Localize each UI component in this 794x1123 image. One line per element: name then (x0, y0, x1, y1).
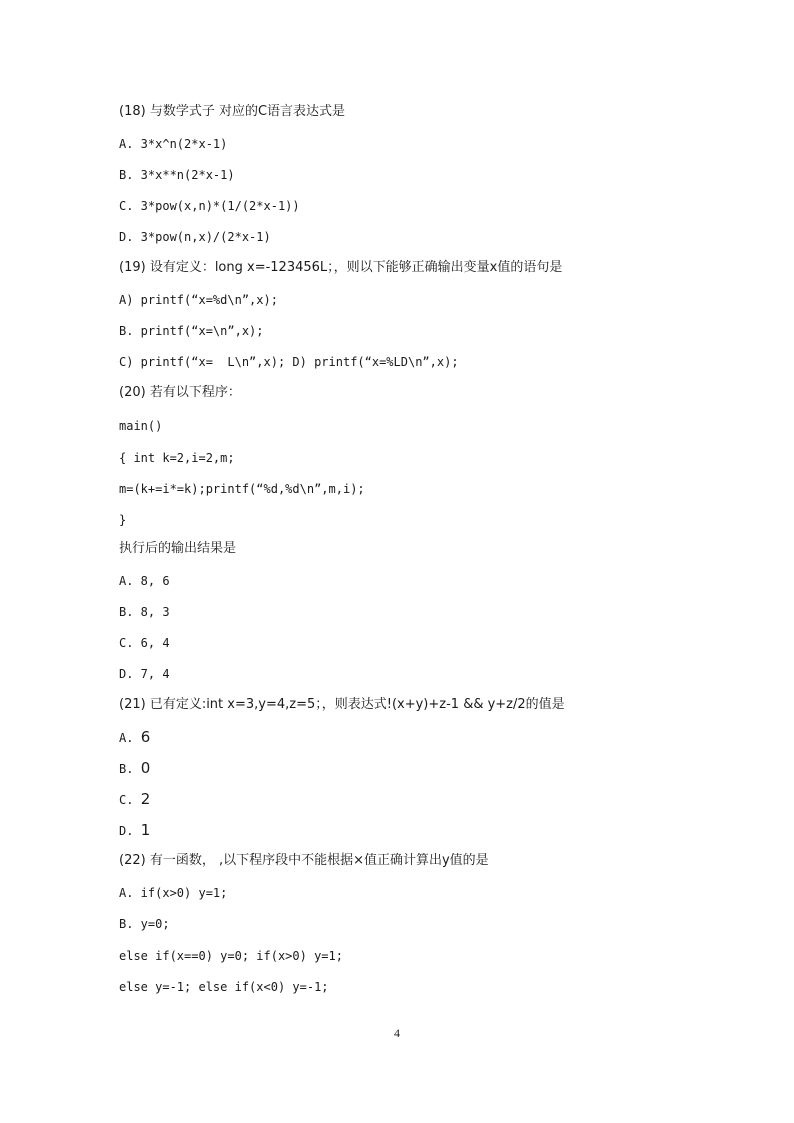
option-value: 1 (140, 821, 151, 839)
q19-option-b: B. printf(“x=\n”,x); (119, 324, 264, 338)
q20-code-line-3: m=(k+=i*=k);printf(“%d,%d\n”,m,i); (119, 482, 365, 496)
q19-stem: (19) 设有定义：long x=-123456L；，则以下能够正确输出变量x值的语句是 (119, 260, 563, 275)
q18-stem: (18) 与数学式子 对应的C语言表达式是 (119, 104, 346, 119)
option-letter: A. (119, 731, 141, 745)
q20-code-line-2: { int k=2,i=2,m; (119, 451, 235, 465)
q20-option-d: D. 7, 4 (119, 667, 170, 681)
q22-code-line-3: else if(x==0) y=0; if(x>0) y=1; (119, 949, 343, 963)
option-letter: C. (119, 793, 141, 807)
q20-code-line-4: } (119, 513, 127, 527)
q18-option-b: B. 3*x**n(2*x-1) (119, 168, 235, 182)
q18-option-d: D. 3*pow(n,x)/(2*x-1) (119, 230, 271, 244)
q22-option-b: B. y=0; (119, 917, 170, 931)
q22-code-line-4: else y=-1; else if(x<0) y=-1; (119, 980, 329, 994)
q21-stem: (21) 已有定义:int x=3,y=4,z=5；，则表达式!(x+y)+z-1 && y+z/2的值是 (119, 697, 565, 712)
q20-option-c: C. 6, 4 (119, 636, 170, 650)
q20-option-b: B. 8, 3 (119, 605, 170, 619)
page-number: 4 (394, 1026, 400, 1040)
q20-stem: (20) 若有以下程序： (119, 385, 241, 400)
q18-option-a: A. 3*x^n(2*x-1) (119, 137, 228, 151)
q18-option-c: C. 3*pow(x,n)*(1/(2*x-1)) (119, 199, 300, 213)
q20-option-a: A. 8, 6 (119, 574, 170, 588)
option-letter: B. (119, 762, 141, 776)
q20-result-prompt: 执行后的输出结果是 (119, 541, 237, 556)
q21-option-d (119, 821, 150, 837)
q21-option-c (119, 790, 150, 806)
q19-option-cd: C) printf(“x= L\n”,x); D) printf(“x=%LD\n”,x); (119, 355, 459, 369)
q22-option-a: A. if(x>0) y=1; (119, 886, 228, 900)
q20-code-line-1: main() (119, 419, 163, 433)
q21-option-b (119, 759, 150, 775)
q21-option-a (119, 728, 150, 744)
q19-option-a: A) printf(“x=%d\n”,x); (119, 293, 278, 307)
q22-stem: (22) 有一函数， ,以下程序段中不能根据×值正确计算出y值的是 (119, 853, 489, 868)
option-value: 2 (140, 790, 151, 808)
option-value: 0 (140, 759, 151, 777)
option-value: 6 (140, 728, 151, 746)
option-letter: D. (119, 824, 141, 838)
